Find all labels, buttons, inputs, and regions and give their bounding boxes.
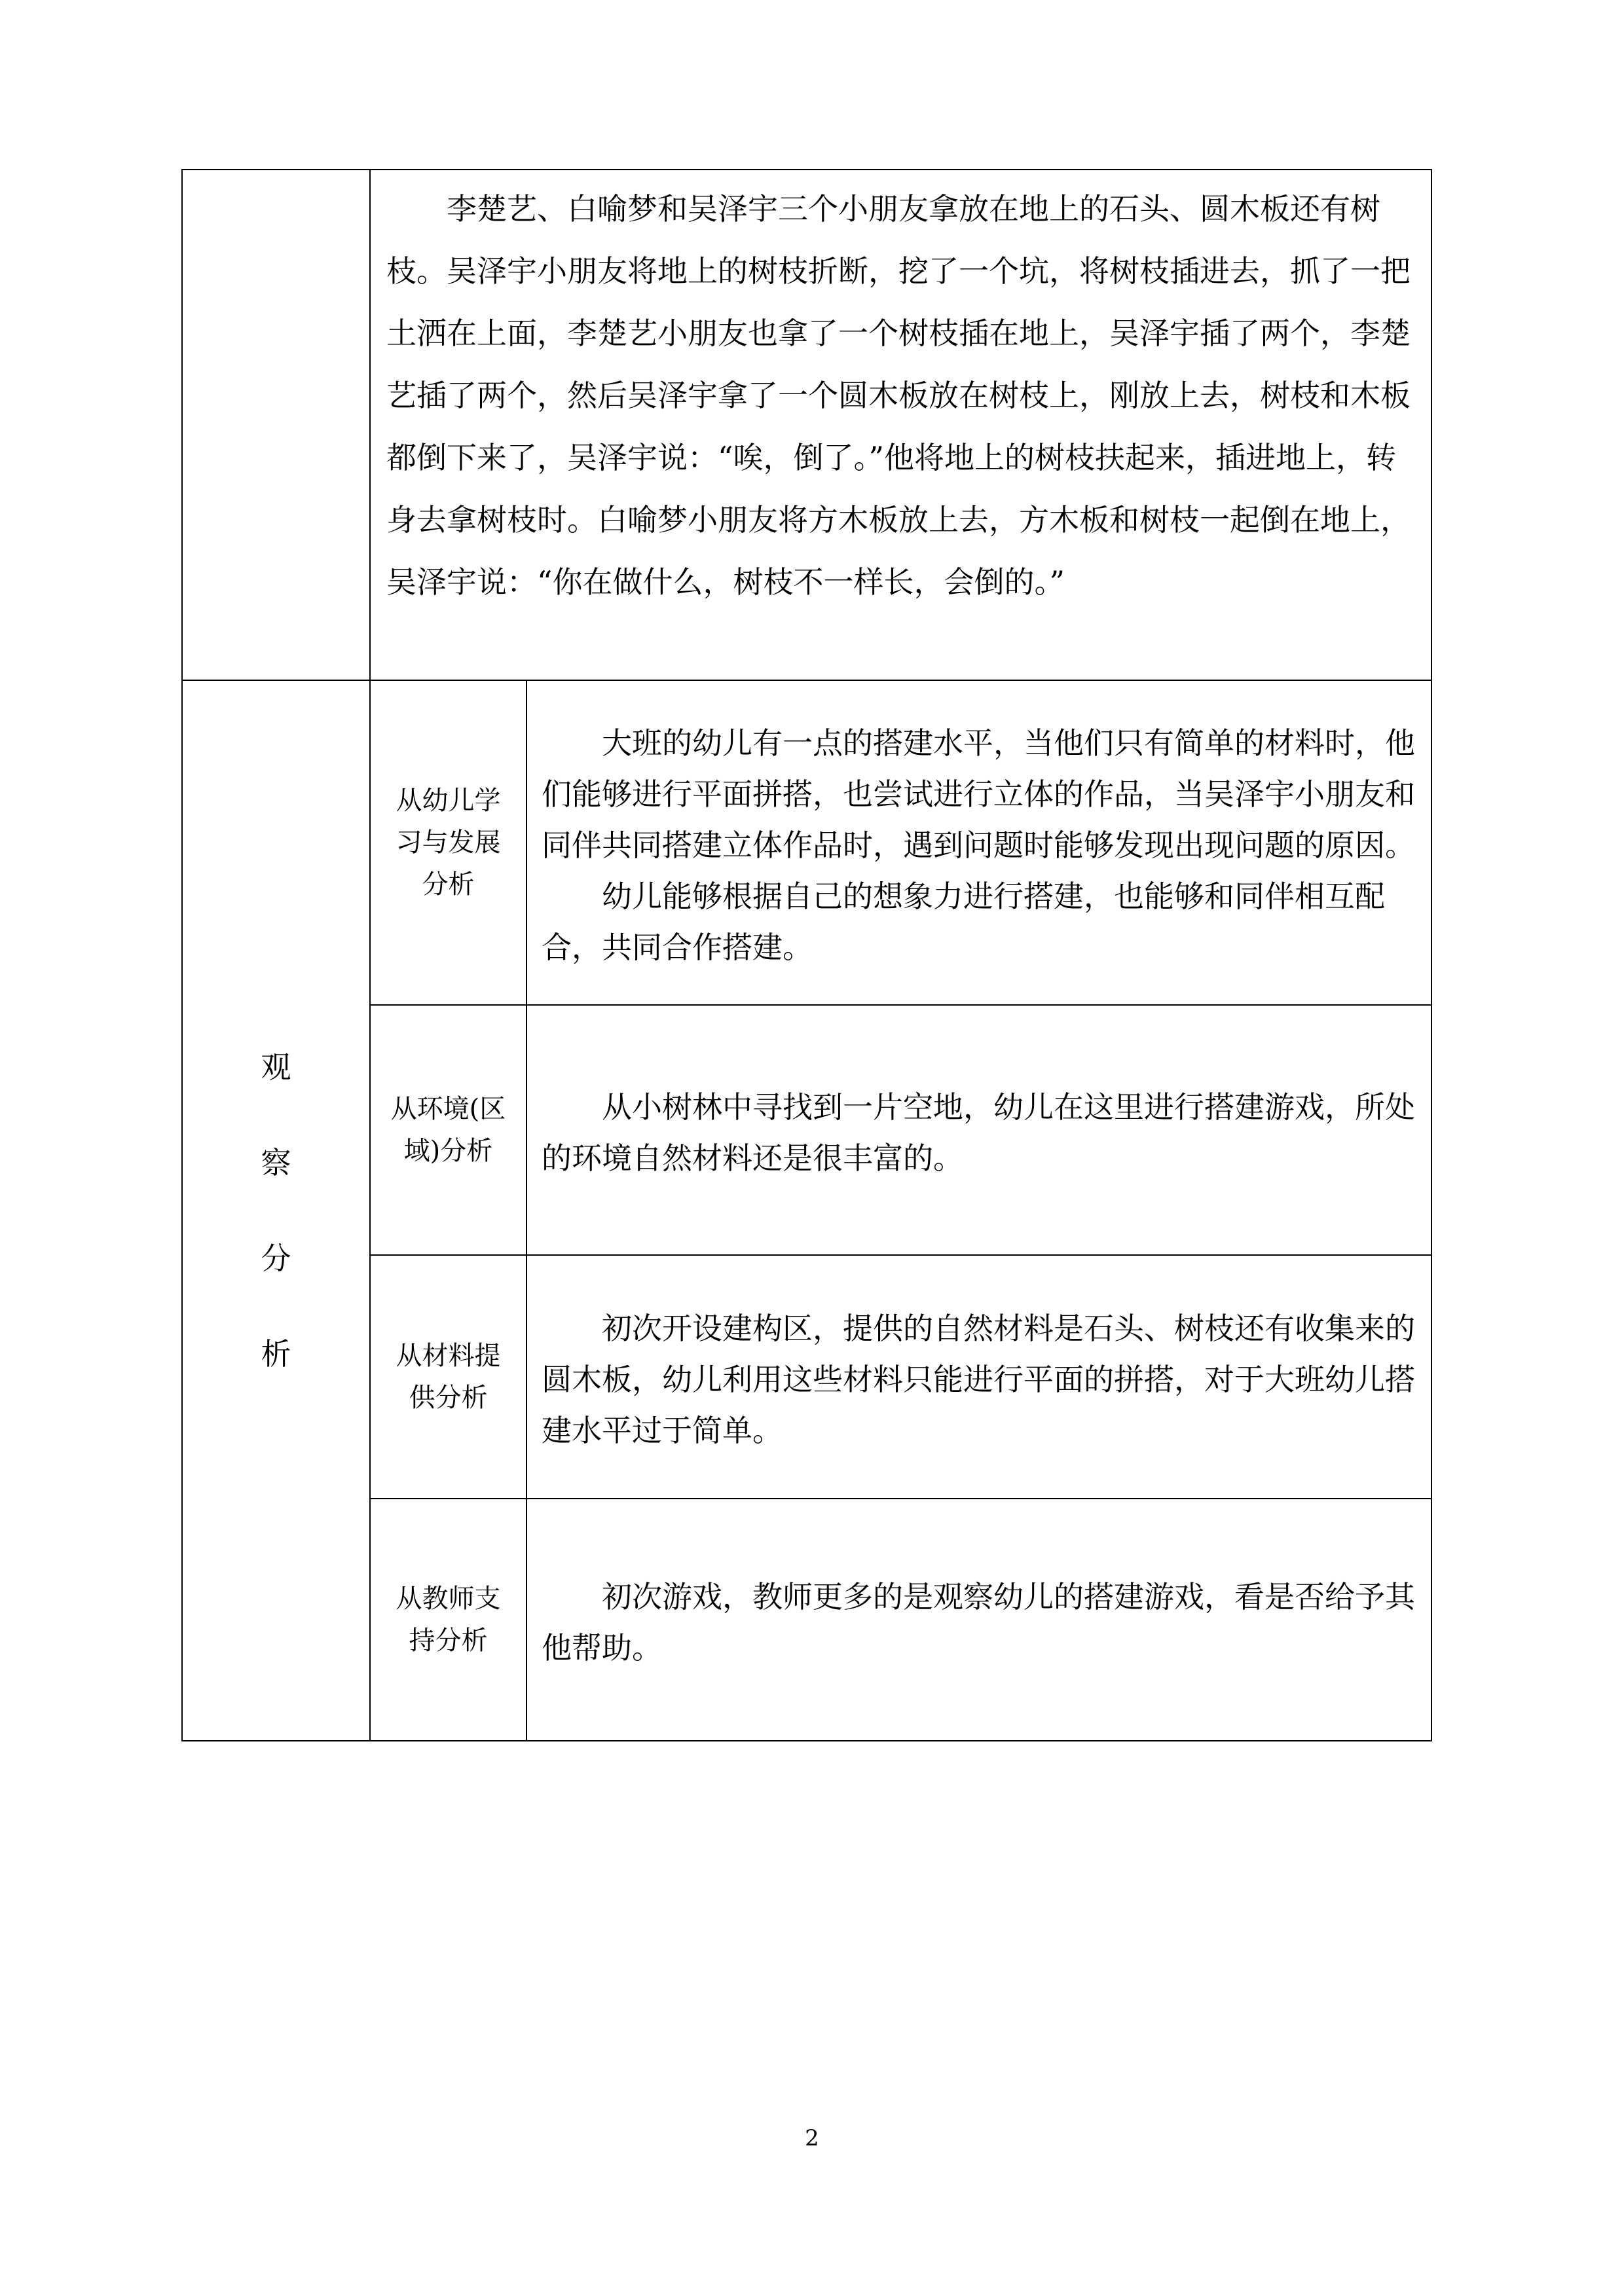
analysis-row-learning	[182, 680, 1431, 1005]
row-label-line: 持分析	[409, 1626, 488, 1656]
row-label-line: 从幼儿学	[396, 786, 501, 816]
row-label-line: 从环境(区	[390, 1094, 506, 1124]
row-paragraph: 初次开设建构区，提供的自然材料是石头、树枝还有收集来的圆木板，幼儿利用这些材料只能进行平面的拼搭，对于大班幼儿搭建水平过于简单。	[542, 1311, 1415, 1448]
row-paragraph: 初次游戏，教师更多的是观察幼儿的搭建游戏，看是否给予其他帮助。	[542, 1579, 1415, 1666]
row-label-line: 分析	[422, 869, 475, 900]
row-content-environment	[526, 1005, 1431, 1255]
row-label-learning	[370, 680, 526, 1005]
section-label-char: 观	[261, 1049, 291, 1085]
section-label-char: 察	[261, 1145, 291, 1180]
row-label-line: 习与发展	[396, 828, 501, 858]
row-content-materials	[526, 1255, 1431, 1499]
analysis-row-environment	[182, 1005, 1431, 1255]
row-label-line: 从材料提	[396, 1341, 501, 1371]
row-label-line: 域)分析	[403, 1136, 493, 1166]
section-label-char: 析	[261, 1336, 291, 1372]
observation-table	[181, 169, 1432, 1741]
page-number: 2	[805, 2125, 819, 2151]
narrative-text: 李楚艺、白喻梦和吴泽宇三个小朋友拿放在地上的石头、圆木板还有树枝。吴泽宇小朋友将地上的树枝折断，挖了一个坑，将树枝插进去，抓了一把土洒在上面，李楚艺小朋友也拿了一个树枝插在地上，吴泽宇插了两个，李楚艺插了两个，然后吴泽宇拿了一个圆木板放在树枝上，刚放上去，树枝和木板都倒下来了，吴泽宇说：“唉，倒了。”他将地上的树枝扶起来，插进地上，转身去拿树枝时。白喻梦小朋友将方木板放上去，方木板和树枝一起倒在地上，吴泽宇说：“你在做什么，树枝不一样长，会倒的。”	[386, 191, 1411, 600]
narrative-cell	[370, 170, 1431, 680]
row-label-line: 供分析	[409, 1383, 488, 1413]
row-label-teacher	[370, 1499, 526, 1741]
analysis-row-teacher	[182, 1499, 1431, 1741]
row-content-teacher	[526, 1499, 1431, 1741]
row-paragraph: 幼儿能够根据自己的想象力进行搭建，也能够和同伴相互配合，共同合作搭建。	[542, 879, 1385, 965]
section-label-cell	[182, 680, 370, 1741]
row-paragraph: 从小树林中寻找到一片空地，幼儿在这里进行搭建游戏，所处的环境自然材料还是很丰富的。	[542, 1089, 1415, 1176]
section-label-char: 分	[261, 1241, 291, 1276]
row-label-materials	[370, 1255, 526, 1499]
row-content-learning	[526, 680, 1431, 1005]
narrative-row	[182, 170, 1431, 680]
analysis-row-materials	[182, 1255, 1431, 1499]
row-paragraph: 大班的幼儿有一点的搭建水平，当他们只有简单的材料时，他们能够进行平面拼搭，也尝试进行立体的作品，当吴泽宇小朋友和同伴共同搭建立体作品时，遇到问题时能够发现出现问题的原因。	[542, 725, 1415, 863]
row-label-environment	[370, 1005, 526, 1255]
narrative-empty-cell	[182, 170, 370, 680]
row-label-line: 从教师支	[396, 1584, 501, 1614]
